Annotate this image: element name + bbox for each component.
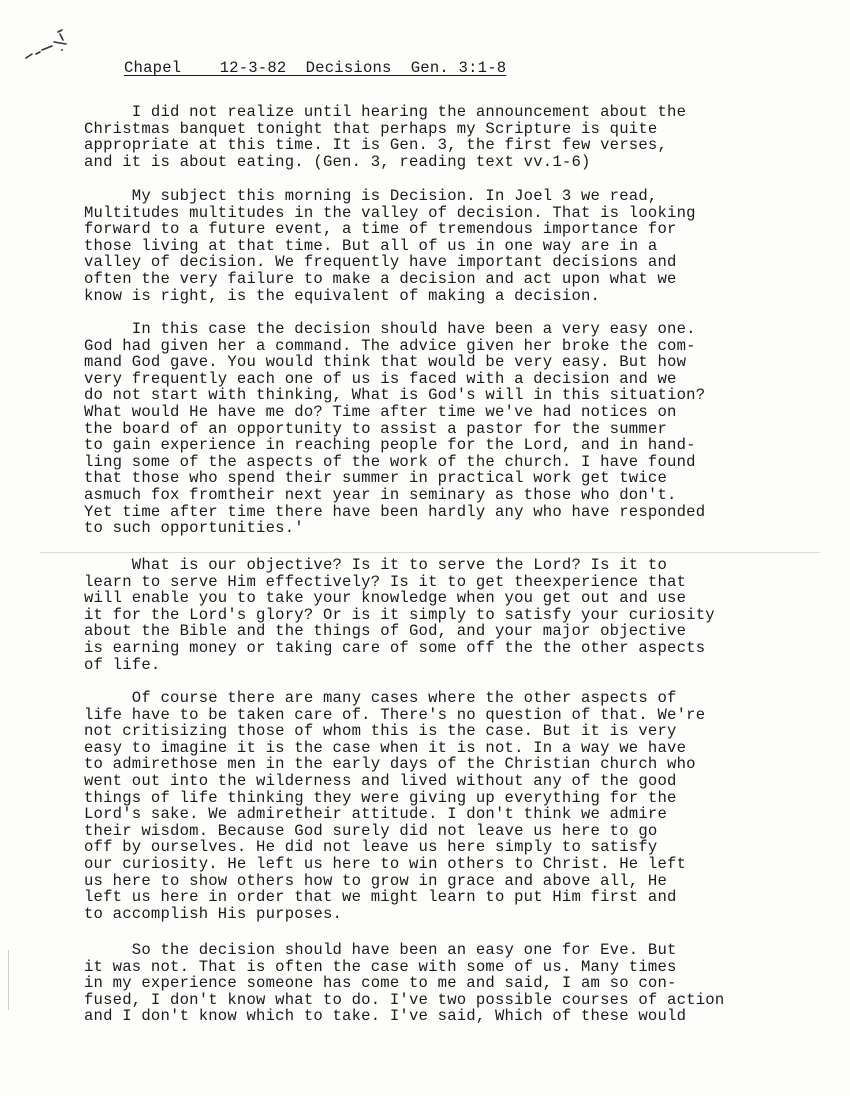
text-line: and it is about eating. (Gen. 3, reading text vv.1-6) bbox=[84, 152, 591, 171]
text-line: that those who spend their summer in practical work get twice bbox=[84, 469, 668, 488]
text-line: What would He have me do? Time after time we've had notices on bbox=[84, 403, 677, 421]
document-heading: Chapel 12-3-82 Decisions Gen. 3:1-8 bbox=[124, 59, 507, 77]
text-line: What is our objective? Is it to serve the Lord? Is it to bbox=[84, 556, 668, 574]
text-line: to gain experience in reaching people for the Lord, and in hand- bbox=[84, 436, 696, 455]
text-line: life have to be taken care of. There's no question of that. We're bbox=[84, 705, 706, 724]
text-line: appropriate at this time. It is Gen. 3, the first few verses, bbox=[84, 136, 668, 155]
text-line: left us here in order that we might learn to put Him first and bbox=[84, 888, 677, 907]
text-line: God had given her a command. The advice given her broke the com- bbox=[84, 336, 696, 355]
text-line: to accomplish His purposes. bbox=[84, 904, 343, 923]
text-line: easy to imagine it is the case when it is not. In a way we have bbox=[84, 738, 687, 757]
text-line: about the Bible and the things of God, and your major objective bbox=[84, 622, 687, 641]
text-line: forward to a future event, a time of tremendous importance for bbox=[84, 220, 677, 239]
text-line: not critisizing those of whom this is the case. But it is very bbox=[84, 722, 677, 741]
text-line: mand God gave. You would think that would be very easy. But how bbox=[84, 353, 687, 372]
text-line: know is right, is the equivalent of making a decision. bbox=[84, 286, 601, 305]
text-line: Of course there are many cases where the other aspects of bbox=[84, 689, 677, 707]
text-line: learn to serve Him effectively? Is it to get theexperience that bbox=[84, 572, 687, 591]
text-line: us here to show others how to grow in grace and above all, He bbox=[84, 871, 668, 890]
text-line: I did not realize until hearing the announcement about the bbox=[84, 103, 687, 121]
text-line: it for the Lord's glory? Or is it simply to satisfy your curiosity bbox=[84, 605, 715, 624]
text-line: asmuch fox fromtheir next year in seminary as those who don't. bbox=[84, 486, 677, 504]
text-line: Lord's sake. We admiretheir attitude. I don't think we admire bbox=[84, 805, 668, 824]
text-line: Yet time after time there have been hardly any who have responded bbox=[84, 502, 706, 521]
text-line: to such opportunities.' bbox=[84, 519, 304, 538]
scan-artifact-rule bbox=[40, 552, 820, 553]
text-line: their wisdom. Because God surely did not leave us here to go bbox=[84, 821, 658, 840]
text-line: do not start with thinking, What is God's will in this situation? bbox=[84, 386, 706, 405]
text-line: valley of decision. We frequently have important decisions and bbox=[84, 253, 677, 272]
text-line: often the very failure to make a decision and act upon what we bbox=[84, 270, 677, 288]
text-line: went out into the wilderness and lived without any of the good bbox=[84, 772, 677, 790]
text-line: very frequently each one of us is faced with a decision and we bbox=[84, 369, 677, 388]
text-line: In this case the decision should have been a very easy one. bbox=[84, 320, 696, 338]
text-line: So the decision should have been an easy one for Eve. But bbox=[84, 941, 677, 959]
text-line: will enable you to take your knowledge when you get out and use bbox=[84, 589, 687, 608]
text-line: and I don't know which to take. I've said, Which of these would bbox=[84, 1007, 687, 1026]
text-line: My subject this morning is Decision. In Joel 3 we read, bbox=[84, 187, 658, 205]
text-line: it was not. That is often the case with some of us. Many times bbox=[84, 957, 677, 976]
text-line: things of life thinking they were giving up everything for the bbox=[84, 788, 677, 807]
text-line: to admirethose men in the early days of the Christian church who bbox=[84, 755, 696, 774]
text-line: those living at that time. But all of us in one way are in a bbox=[84, 236, 658, 255]
handwritten-mark-icon bbox=[22, 28, 72, 62]
text-line: our curiosity. He left us here to win others to Christ. He left bbox=[84, 855, 687, 873]
text-line: Christmas banquet tonight that perhaps my Scripture is quite bbox=[84, 119, 658, 138]
text-line: the board of an opportunity to assist a pastor for the summer bbox=[84, 419, 668, 438]
text-line: of life. bbox=[84, 655, 161, 674]
text-line: off by ourselves. He did not leave us here simply to satisfy bbox=[84, 838, 658, 857]
text-line: in my experience someone has come to me and said, I am so con- bbox=[84, 974, 677, 993]
text-line: ling some of the aspects of the work of the church. I have found bbox=[84, 452, 696, 471]
text-line: fused, I don't know what to do. I've two possible courses of action bbox=[84, 990, 725, 1009]
text-line: is earning money or taking care of some off the the other aspects bbox=[84, 639, 706, 657]
text-line: Multitudes multitudes in the valley of decision. That is looking bbox=[84, 203, 696, 222]
scan-artifact-margin bbox=[8, 950, 9, 1010]
